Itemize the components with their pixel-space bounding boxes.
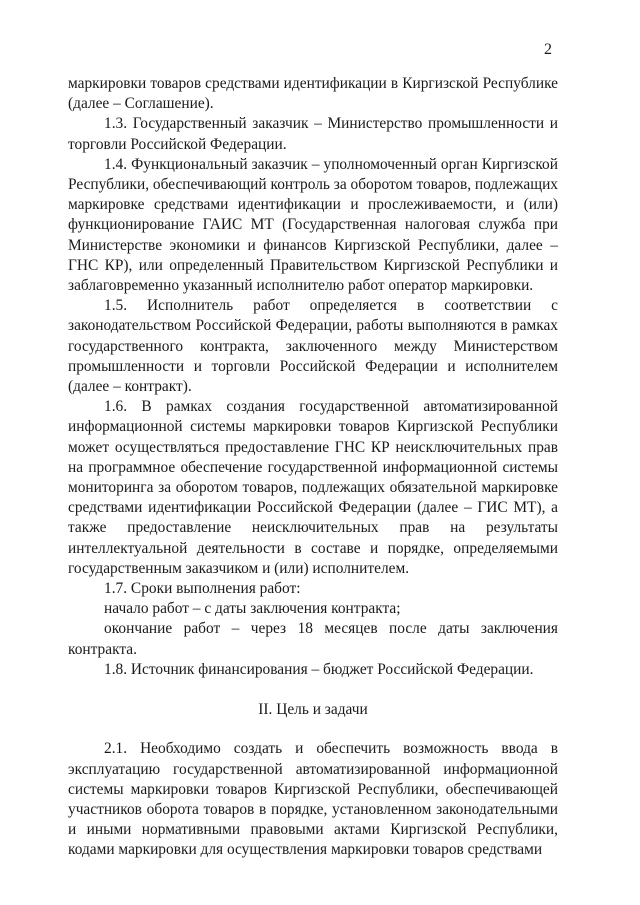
paragraph-1-7: 1.7. Сроки выполнения работ: [104,580,301,598]
paragraph-start-date: начало работ – с даты заключения контракта; [104,600,401,618]
paragraph-end-date: окончание работ – через 18 месяцев после даты заключения контракта. [68,620,558,658]
paragraph-continuation: маркировки товаров средствами идентификации в Киргизской Республике (далее – Соглашение). [68,75,558,113]
paragraph-1-8: 1.8. Источник финансирования – бюджет Российской Федерации. [104,660,534,678]
paragraph-1-4: 1.4. Функциональный заказчик – уполномоченный орган Киргизской Республики, обеспечивающий контроль за оборотом товаров, подлежащих маркировке средствами идентификации и прослеживаемости, и (или) функционирование ГАИС МТ (Государственная налоговая служба при Министерстве экономики и финансов Киргизской Республики, далее – ГНС КР), или определенный Правительством Киргизской Республики и заблаговременно указанный исполнителю работ оператор маркировки. [68,155,558,295]
paragraph-2-1: 2.1. Необходимо создать и обеспечить возможность ввода в эксплуатацию государственной автоматизированной информационной системы маркировки товаров Киргизской Республики, обеспечивающей участников оборота товаров в порядке, установленном законодательными и иными нормативными правовыми актами Киргизской Республики, кодами маркировки для осуществления маркировки товаров средствами [68,740,558,859]
page-number: 2 [544,41,552,58]
paragraph-1-5: 1.5. Исполнитель работ определяется в соответствии с законодательством Российской Федерации, работы выполняются в рамках государственного контракта, заключенного между Министерством промышленности и торговли Российской Федерации и исполнителем (далее – контракт). [68,297,558,396]
paragraph-1-6: 1.6. В рамках создания государственной автоматизированной информационной системы маркировки товаров Киргизской Республики может осуществляться предоставление ГНС КР неисключительных прав на программное обеспечение государственной информационной системы мониторинга за оборотом товаров, подлежащих обязательной маркировке средствами идентификации Российской Федерации (далее – ГИС МТ), а также предоставление неисключительных прав на результаты интеллектуальной деятельности в составе и порядке, определяемыми государственным заказчиком и (или) исполнителем. [68,398,558,577]
document-body [68,74,558,861]
section-heading: II. Цель и задачи [258,701,368,719]
paragraph-1-3: 1.3. Государственный заказчик – Министерство промышленности и торговли Российской Федерации. [68,115,558,153]
